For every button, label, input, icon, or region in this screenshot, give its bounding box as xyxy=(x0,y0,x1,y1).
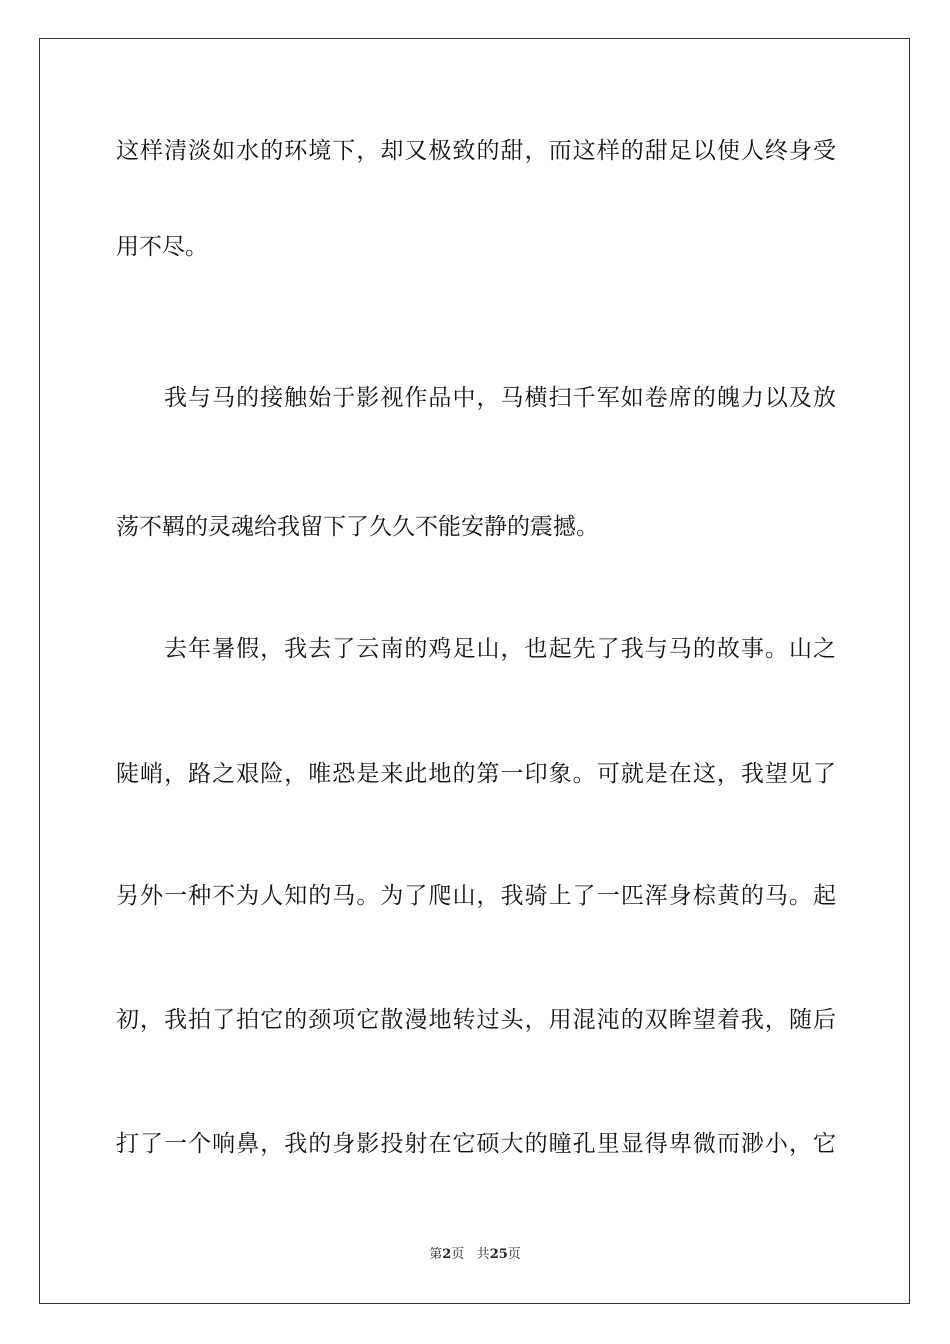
text-line-4: 荡不羁的灵魂给我留下了久久不能安静的震撼。 xyxy=(116,514,599,540)
text-line-3: 我与马的接触始于影视作品中，马横扫千军如卷席的魄力以及放 xyxy=(164,385,836,411)
footer-total-prefix: 共 xyxy=(476,1247,490,1262)
text-line-6: 陡峭，路之艰险，唯恐是来此地的第一印象。可就是在这，我望见了 xyxy=(116,761,836,787)
text-line-1: 这样清淡如水的环境下，却又极致的甜，而这样的甜足以使人终身受 xyxy=(116,138,836,164)
page-footer xyxy=(0,1246,950,1264)
page-frame xyxy=(39,38,910,1304)
text-line-5: 去年暑假，我去了云南的鸡足山，也起先了我与马的故事。山之 xyxy=(164,636,836,662)
footer-page-number: 2 xyxy=(442,1247,452,1262)
text-line-9: 打了一个响鼻，我的身影投射在它硕大的瞳孔里显得卑微而渺小，它 xyxy=(116,1131,836,1157)
text-line-8: 初，我拍了拍它的颈项它散漫地转过头，用混沌的双眸望着我，随后 xyxy=(116,1007,836,1033)
footer-page-prefix: 第 xyxy=(429,1247,443,1262)
footer-page-suffix: 页 xyxy=(451,1247,465,1262)
text-line-7: 另外一种不为人知的马。为了爬山，我骑上了一匹浑身棕黄的马。起 xyxy=(116,883,836,909)
footer-total-suffix: 页 xyxy=(507,1247,521,1262)
text-line-2: 用不尽。 xyxy=(116,234,208,260)
footer-total-pages: 25 xyxy=(489,1247,508,1262)
